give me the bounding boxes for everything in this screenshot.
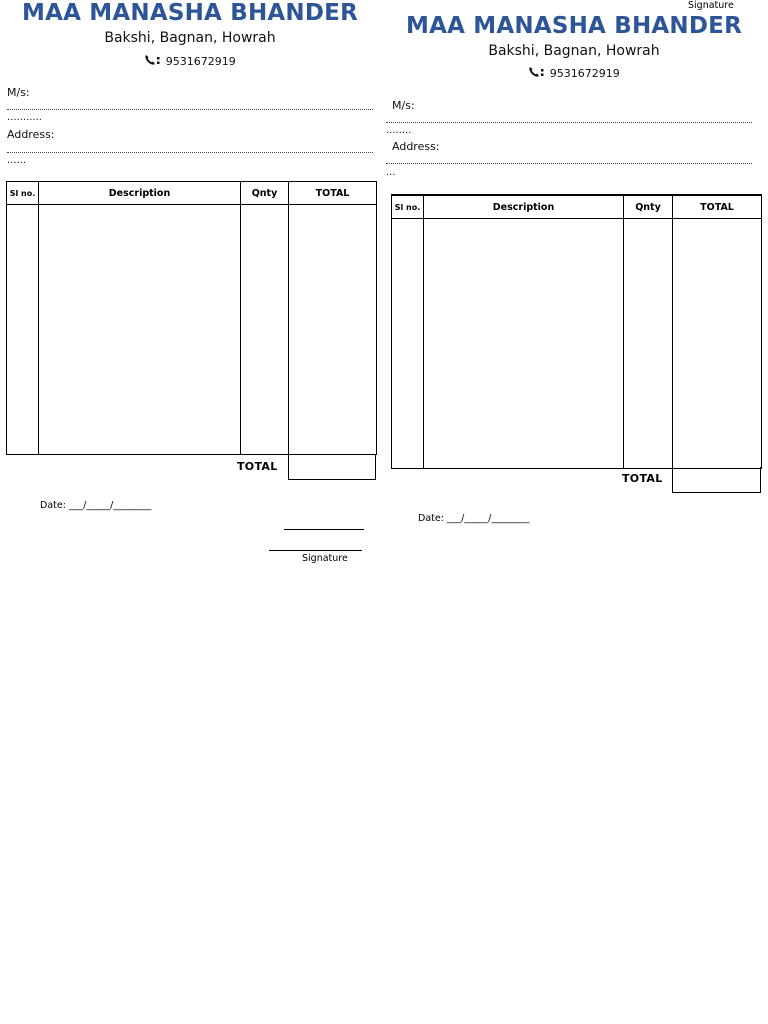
cell-description[interactable]: [424, 219, 624, 469]
company-address: Bakshi, Bagnan, Howrah: [488, 43, 660, 59]
company-address: Bakshi, Bagnan, Howrah: [104, 30, 276, 46]
header-qnty: Qnty: [241, 182, 289, 205]
ms-dots-continued: ...........: [7, 112, 42, 123]
phone-icon: [528, 66, 546, 78]
cell-total[interactable]: [673, 219, 762, 469]
address-dotted-line: [386, 163, 752, 165]
header-sl-no: Sl no.: [392, 195, 424, 219]
total-label: TOTAL: [237, 460, 278, 473]
cell-total[interactable]: [289, 205, 377, 455]
address-label: Address:: [392, 140, 440, 153]
ms-label: M/s:: [7, 86, 30, 99]
signature-line-upper: [284, 529, 364, 531]
company-name: MAA MANASHA BHANDER: [406, 13, 742, 39]
address-dotted-line: [7, 152, 373, 154]
total-label: TOTAL: [622, 472, 663, 485]
cell-description[interactable]: [39, 205, 241, 455]
address-label: Address:: [7, 128, 55, 141]
table-body-row: [392, 219, 762, 469]
grand-total-box[interactable]: [288, 454, 376, 480]
date-field[interactable]: Date: ___/_____/________: [40, 500, 152, 511]
bill-right: [384, 0, 764, 600]
company-phone: [384, 66, 764, 80]
ms-label: M/s:: [392, 99, 415, 112]
header-qnty: Qnty: [624, 195, 673, 219]
cell-sl[interactable]: [392, 219, 424, 469]
cell-qnty[interactable]: [624, 219, 673, 469]
signature-label-top: Signature: [688, 0, 734, 11]
signature-line: [269, 550, 362, 552]
header-sl-no: Sl no.: [7, 182, 39, 205]
address-dots-continued: ...: [386, 167, 396, 178]
header-description: Description: [424, 195, 624, 219]
address-dots-continued: ......: [7, 155, 27, 166]
ms-dots-continued: ........: [386, 125, 412, 136]
ms-dotted-line: [386, 122, 752, 124]
header-description: Description: [39, 182, 241, 205]
table-body-row: [7, 205, 377, 455]
bill-left: [0, 0, 380, 600]
ms-dotted-line: [7, 109, 373, 111]
phone-icon: [144, 54, 162, 66]
grand-total-box[interactable]: [672, 467, 761, 493]
phone-number: 9531672919: [165, 55, 236, 68]
items-table: [391, 194, 762, 469]
signature-label: Signature: [302, 553, 348, 564]
date-field[interactable]: Date: ___/_____/________: [418, 513, 530, 524]
cell-qnty[interactable]: [241, 205, 289, 455]
company-phone: [0, 54, 380, 68]
cell-sl[interactable]: [7, 205, 39, 455]
company-name: MAA MANASHA BHANDER: [22, 0, 358, 26]
phone-number: 9531672919: [549, 67, 620, 80]
items-table: [6, 181, 377, 455]
header-total: TOTAL: [673, 195, 762, 219]
header-total: TOTAL: [289, 182, 377, 205]
